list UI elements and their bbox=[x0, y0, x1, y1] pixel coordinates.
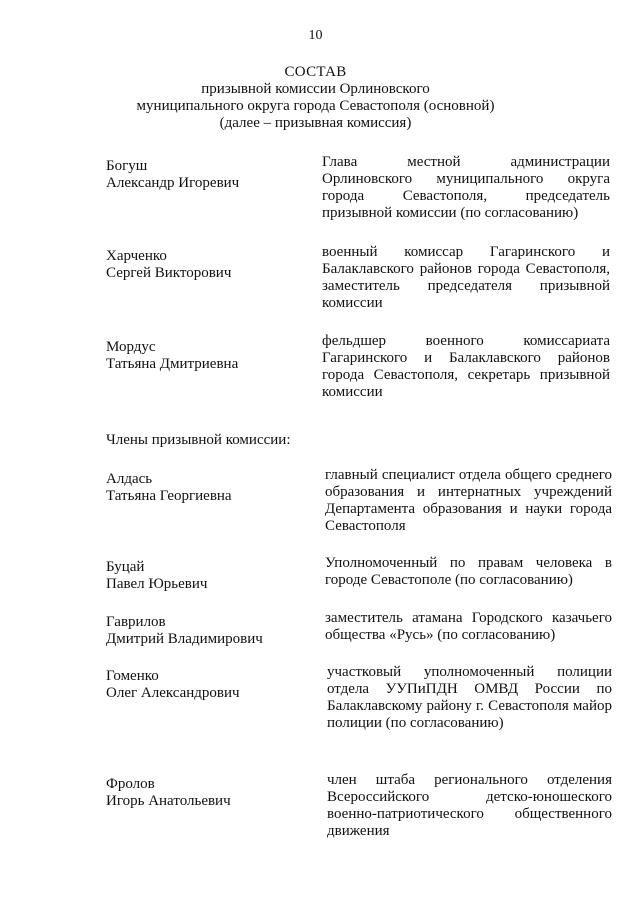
surname: Харченко bbox=[106, 248, 167, 264]
person-role: член штаба регионального отделения Всероссийского детско-юношеского военно-патриотического общественного движения bbox=[327, 772, 612, 839]
surname: Буцай bbox=[106, 559, 145, 575]
person-name bbox=[106, 776, 306, 810]
title-line-2: призывной комиссии Орлиновского bbox=[201, 81, 430, 97]
person-name bbox=[106, 559, 306, 593]
surname: Алдась bbox=[106, 471, 153, 487]
surname: Богуш bbox=[106, 158, 148, 174]
person-name bbox=[106, 614, 306, 648]
person-name bbox=[106, 158, 306, 192]
person-name bbox=[106, 339, 306, 373]
given-names: Александр Игоревич bbox=[106, 175, 240, 191]
given-names: Игорь Анатольевич bbox=[106, 793, 231, 809]
person-role: участковый уполномоченный полиции отдела УУПиПДН ОМВД России по Балаклавскому району г. Севастополя майор полиции (по согласованию) bbox=[327, 664, 612, 731]
document-title bbox=[0, 64, 631, 132]
person-role: главный специалист отдела общего среднего образования и интернатных учреждений Департамента образования и науки города Севастополя bbox=[325, 467, 612, 534]
surname: Гаврилов bbox=[106, 614, 166, 630]
person-role: заместитель атамана Городского казачьего общества «Русь» (по согласованию) bbox=[325, 610, 612, 643]
given-names: Павел Юрьевич bbox=[106, 576, 208, 592]
person-role: военный комиссар Гагаринского и Балаклавского районов города Севастополя, заместитель председателя призывной комиссии bbox=[322, 244, 610, 311]
title-line-3: муниципального округа города Севастополя (основной) bbox=[136, 98, 495, 114]
person-role: Уполномоченный по правам человека в городе Севастополе (по согласованию) bbox=[325, 555, 612, 588]
given-names: Дмитрий Владимирович bbox=[106, 631, 263, 647]
given-names: Олег Александрович bbox=[106, 685, 240, 701]
page-number: 10 bbox=[308, 28, 323, 43]
person-name bbox=[106, 248, 306, 282]
title-line-1: СОСТАВ bbox=[284, 64, 347, 80]
given-names: Сергей Викторович bbox=[106, 265, 232, 281]
person-name bbox=[106, 668, 306, 702]
title-line-4: (далее – призывная комиссия) bbox=[219, 115, 412, 131]
given-names: Татьяна Георгиевна bbox=[106, 488, 232, 504]
given-names: Татьяна Дмитриевна bbox=[106, 356, 239, 372]
members-heading: Члены призывной комиссии: bbox=[106, 432, 291, 448]
person-role: фельдшер военного комиссариата Гагаринского и Балаклавского районов города Севастополя, секретарь призывной комиссии bbox=[322, 333, 610, 400]
person-name bbox=[106, 471, 306, 505]
surname: Фролов bbox=[106, 776, 155, 792]
person-role: Глава местной администрации Орлиновского муниципального округа города Севастополя, председатель призывной комиссии (по согласованию) bbox=[322, 154, 610, 221]
surname: Гоменко bbox=[106, 668, 159, 684]
surname: Мордус bbox=[106, 339, 156, 355]
